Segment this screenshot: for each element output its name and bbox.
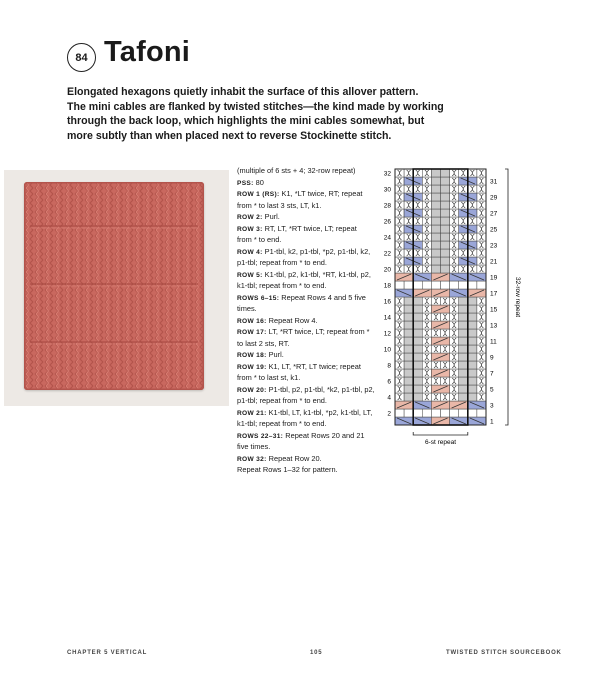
purl-cell: [413, 345, 422, 353]
row-number-right: 23: [490, 242, 498, 250]
purl-cell: [459, 305, 468, 313]
purl-cell: [431, 185, 440, 193]
knit-cell: [395, 281, 404, 289]
purl-cell: [459, 361, 468, 369]
purl-cell: [431, 209, 440, 217]
purl-cell: [404, 377, 413, 385]
intro-line: more subtly than when placed next to reverse Stockinette stitch.: [67, 129, 392, 142]
instruction-line: ROW 1 (RS): K1, *LT twice, RT; repeat: [237, 189, 363, 198]
row-number-left: 10: [383, 346, 391, 354]
purl-cell: [441, 177, 450, 185]
row-number-left: 6: [387, 378, 391, 386]
purl-cell: [404, 313, 413, 321]
purl-cell: [441, 209, 450, 217]
purl-cell: [431, 257, 440, 265]
instruction-line: to last 2 sts, RT.: [237, 338, 290, 348]
purl-cell: [431, 201, 440, 209]
knit-cell: [431, 409, 440, 417]
row-number-right: 29: [490, 194, 498, 202]
instruction-line: ROW 4: P1-tbl, k2, p1-tbl, *p2, p1-tbl, k2,: [237, 246, 371, 256]
purl-cell: [413, 321, 422, 329]
instruction-line: ROWS 22–31: Repeat Rows 20 and 21: [237, 430, 365, 440]
purl-cell: [404, 353, 413, 361]
purl-cell: [404, 361, 413, 369]
knit-cell: [413, 409, 422, 417]
purl-cell: [468, 353, 477, 361]
instruction-line: p1-tbl; repeat from * to end.: [237, 396, 327, 405]
purl-cell: [404, 321, 413, 329]
row-number-left: 8: [387, 362, 391, 370]
purl-cell: [468, 345, 477, 353]
row-number-left: 30: [383, 186, 391, 194]
instruction-line: ROW 16: Repeat Row 4.: [237, 315, 318, 325]
purl-cell: [441, 241, 450, 249]
intro-line: The mini cables are flanked by twisted stitches—the kind made by working: [67, 100, 444, 113]
purl-cell: [441, 257, 450, 265]
purl-cell: [468, 377, 477, 385]
purl-cell: [404, 329, 413, 337]
knit-cell: [441, 281, 450, 289]
row-number-right: 27: [490, 210, 498, 218]
purl-cell: [413, 385, 422, 393]
instruction-line: ROW 17: LT, *RT twice, LT; repeat from *: [237, 327, 370, 336]
knit-cell: [422, 409, 431, 417]
instruction-line: (multiple of 6 sts + 4; 32-row repeat): [237, 166, 356, 175]
purl-cell: [459, 329, 468, 337]
row-number-right: 19: [490, 274, 498, 282]
instruction-line: ROW 19: K1, LT, *RT, LT twice; repeat: [237, 361, 361, 371]
purl-cell: [459, 377, 468, 385]
intro-line: through the back loop, which highlights the mini cables somewhat, but: [67, 115, 425, 127]
knit-cell: [468, 281, 477, 289]
row-number-right: 3: [490, 402, 494, 410]
instruction-line: ROW 5: K1-tbl, p2, k1-tbl, *RT, k1-tbl, p2,: [237, 269, 371, 279]
purl-cell: [441, 225, 450, 233]
purl-cell: [404, 337, 413, 345]
row-number-left: 32: [383, 170, 391, 178]
row-number-right: 31: [490, 178, 498, 186]
row-number-left: 20: [383, 266, 391, 274]
purl-cell: [404, 345, 413, 353]
row-number-left: 24: [383, 234, 391, 242]
instruction-line: p1-tbl; repeat from * to end.: [237, 258, 327, 267]
instruction-line: ROWS 6–15: Repeat Rows 4 and 5 five: [237, 292, 366, 302]
purl-cell: [441, 249, 450, 257]
row-number-left: 16: [383, 298, 391, 306]
purl-cell: [413, 305, 422, 313]
instruction-line: k1-tbl; repeat from * to end.: [237, 281, 327, 290]
row-number-right: 7: [490, 370, 494, 378]
purl-cell: [441, 201, 450, 209]
pattern-number: 84: [75, 51, 88, 64]
purl-cell: [431, 217, 440, 225]
row-repeat-label: 32-row repeat: [514, 276, 521, 318]
purl-cell: [468, 361, 477, 369]
purl-cell: [431, 169, 440, 177]
purl-cell: [404, 393, 413, 401]
purl-cell: [404, 297, 413, 305]
purl-cell: [431, 265, 440, 273]
row-number-left: 2: [387, 410, 391, 418]
instruction-line: from * to last 3 sts, LT, k1.: [237, 200, 322, 210]
instruction-line: k1-tbl; repeat from * to end.: [237, 419, 327, 428]
purl-cell: [468, 305, 477, 313]
instruction-line: five times.: [237, 442, 271, 451]
purl-cell: [413, 369, 422, 377]
purl-cell: [413, 313, 422, 321]
instruction-line: Repeat Rows 1–32 for pattern.: [237, 465, 338, 474]
row-number-right: 13: [490, 322, 498, 330]
footer-chapter: CHAPTER 5 VERTICAL: [67, 650, 148, 656]
purl-cell: [431, 233, 440, 241]
row-repeat-bracket: [505, 169, 508, 425]
repeat-bracket: [413, 432, 468, 435]
row-number-right: 9: [490, 354, 494, 362]
knit-cell: [459, 281, 468, 289]
knit-cell: [413, 281, 422, 289]
purl-cell: [413, 337, 422, 345]
purl-cell: [441, 193, 450, 201]
knit-cell: [431, 281, 440, 289]
purl-cell: [413, 329, 422, 337]
purl-cell: [468, 321, 477, 329]
purl-cell: [413, 377, 422, 385]
instruction-line: PSS: 80: [237, 177, 264, 187]
pattern-number-badge: [67, 43, 96, 72]
instruction-line: from * to last st, k1.: [237, 373, 301, 382]
purl-cell: [404, 305, 413, 313]
instruction-line: from * to end.: [237, 235, 282, 244]
instruction-line: ROW 18: Purl.: [237, 350, 284, 359]
purl-cell: [459, 393, 468, 401]
knit-cell: [404, 409, 413, 417]
row-number-right: 11: [490, 338, 497, 346]
row-number-left: 28: [383, 202, 391, 210]
purl-cell: [468, 337, 477, 345]
row-number-right: 1: [490, 418, 494, 426]
purl-cell: [441, 265, 450, 273]
purl-cell: [459, 313, 468, 321]
purl-cell: [459, 297, 468, 305]
purl-cell: [413, 361, 422, 369]
purl-cell: [459, 353, 468, 361]
purl-cell: [441, 169, 450, 177]
intro-paragraph: [67, 85, 444, 143]
knit-cell: [450, 281, 459, 289]
purl-cell: [468, 385, 477, 393]
purl-cell: [459, 321, 468, 329]
footer-book-title: TWISTED STITCH SOURCEBOOK: [446, 650, 562, 656]
instruction-line: times.: [237, 304, 257, 313]
row-number-left: 12: [383, 330, 391, 338]
purl-cell: [431, 177, 440, 185]
purl-cell: [468, 313, 477, 321]
purl-cell: [413, 297, 422, 305]
purl-cell: [468, 369, 477, 377]
purl-cell: [459, 385, 468, 393]
purl-cell: [459, 337, 468, 345]
intro-line: Elongated hexagons quietly inhabit the surface of this allover pattern.: [67, 86, 419, 98]
row-number-left: 4: [387, 394, 391, 402]
purl-cell: [413, 353, 422, 361]
knit-cell: [395, 409, 404, 417]
repeat-label: 6-st repeat: [424, 439, 457, 446]
purl-cell: [413, 393, 422, 401]
purl-cell: [404, 385, 413, 393]
row-number-right: 25: [490, 226, 498, 234]
purl-cell: [459, 345, 468, 353]
instruction-line: ROW 2: Purl.: [237, 212, 280, 221]
instruction-line: ROW 20: P1-tbl, p2, p1-tbl, *k2, p1-tbl, p2,: [237, 384, 375, 394]
purl-cell: [468, 329, 477, 337]
pattern-title: Tafoni: [104, 36, 191, 68]
instruction-line: ROW 32: Repeat Row 20.: [237, 453, 322, 463]
knit-cell: [441, 409, 450, 417]
knit-cell: [450, 409, 459, 417]
row-number-right: 17: [490, 290, 498, 298]
purl-cell: [431, 225, 440, 233]
knit-cell: [477, 409, 486, 417]
knit-cell: [468, 409, 477, 417]
purl-cell: [459, 369, 468, 377]
purl-cell: [431, 249, 440, 257]
row-number-right: 15: [490, 306, 498, 314]
row-number-right: 5: [490, 386, 494, 394]
purl-cell: [441, 217, 450, 225]
knit-cell: [404, 281, 413, 289]
row-number-left: 18: [383, 282, 391, 290]
row-number-right: 21: [490, 258, 498, 266]
page-number: 105: [310, 650, 323, 656]
purl-cell: [441, 185, 450, 193]
purl-cell: [431, 193, 440, 201]
purl-cell: [431, 241, 440, 249]
knit-swatch-image: [24, 182, 204, 390]
row-number-left: 22: [383, 250, 391, 258]
purl-cell: [441, 233, 450, 241]
knit-cell: [477, 281, 486, 289]
purl-cell: [404, 369, 413, 377]
row-number-left: 26: [383, 218, 391, 226]
knit-cell: [459, 409, 468, 417]
purl-cell: [468, 393, 477, 401]
row-number-left: 14: [383, 314, 391, 322]
knit-cell: [422, 281, 431, 289]
instruction-line: ROW 21: K1-tbl, LT, k1-tbl, *p2, k1-tbl, LT,: [237, 407, 373, 417]
instruction-line: ROW 3: RT, LT, *RT twice, LT; repeat: [237, 223, 357, 233]
purl-cell: [468, 297, 477, 305]
stitch-chart: [366, 165, 592, 455]
